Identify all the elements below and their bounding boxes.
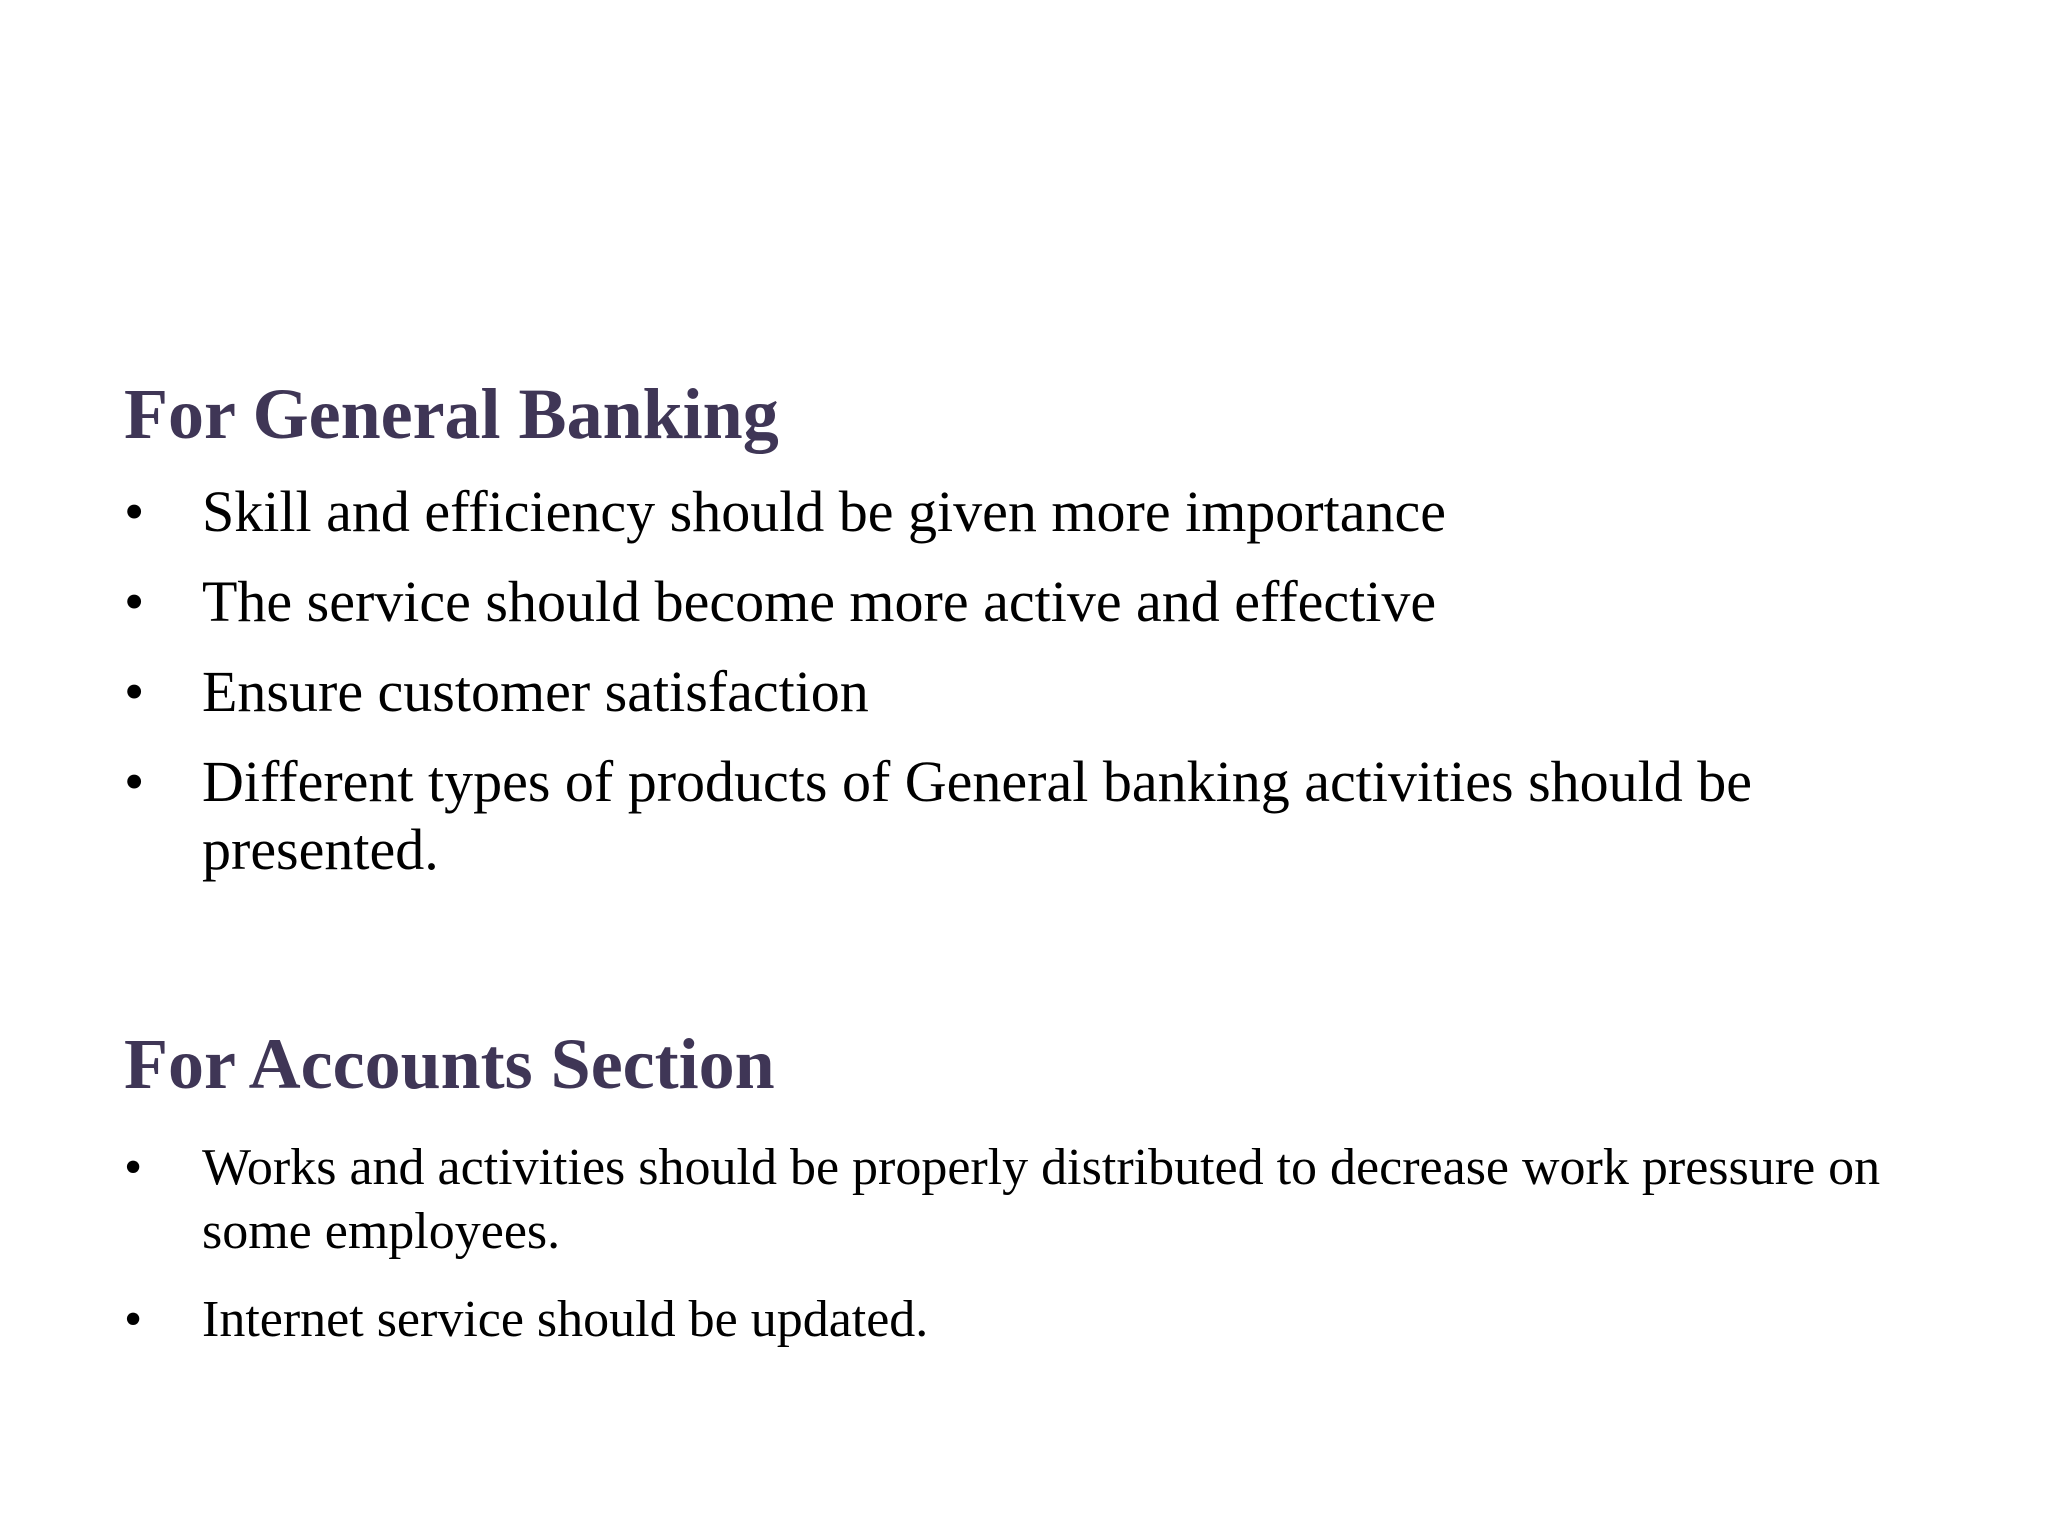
list-item — [124, 478, 1924, 546]
bullet-icon: • — [124, 1291, 143, 1348]
bullet-icon: • — [124, 569, 145, 634]
section-accounts — [124, 1024, 1924, 1376]
bullet-icon: • — [124, 1139, 143, 1196]
list-item-text: The service should become more active and effective — [202, 569, 1437, 634]
section-general-banking — [124, 374, 1924, 906]
bullet-list — [124, 478, 1924, 884]
bullet-icon: • — [124, 749, 145, 814]
list-item — [124, 748, 1924, 884]
list-item-text: Internet service should be updated. — [202, 1291, 929, 1348]
bullet-icon: • — [124, 479, 145, 544]
bullet-icon: • — [124, 659, 145, 724]
list-item-text: Different types of products of General banking activities should be presented. — [202, 749, 1752, 882]
list-item — [124, 658, 1924, 726]
list-item — [124, 1136, 1924, 1264]
section-heading: For Accounts Section — [124, 1024, 775, 1104]
list-item-text: Works and activities should be properly distributed to decrease work pressure on some employees. — [202, 1139, 1881, 1260]
list-item — [124, 568, 1924, 636]
list-item-text: Ensure customer satisfaction — [202, 659, 869, 724]
section-heading: For General Banking — [124, 374, 779, 454]
bullet-list — [124, 1136, 1924, 1352]
list-item — [124, 1288, 1924, 1352]
list-item-text: Skill and efficiency should be given more importance — [202, 479, 1446, 544]
